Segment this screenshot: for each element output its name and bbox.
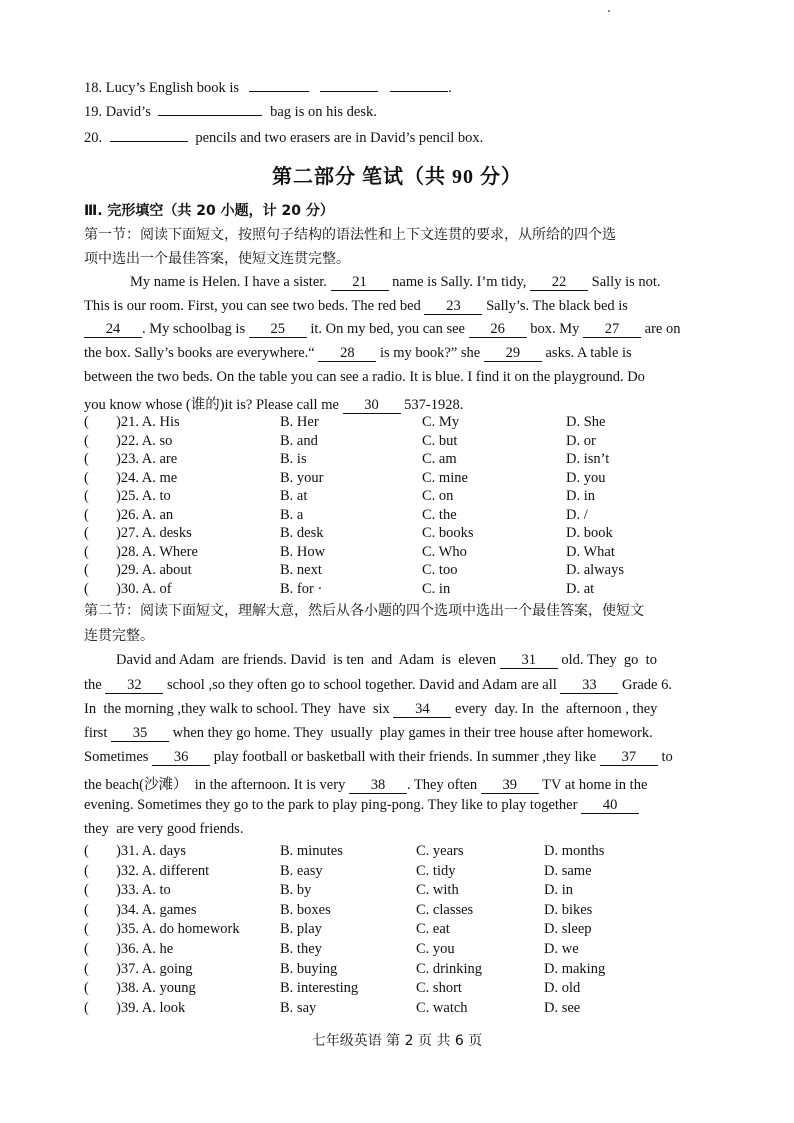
option-b: B. at (280, 488, 308, 504)
blank-number: 21 (331, 275, 389, 291)
option-d: D. in (566, 488, 595, 504)
option-b: B. buying (280, 960, 338, 977)
option-c: C. am (422, 451, 457, 467)
option-c: C. My (422, 414, 460, 430)
blank-number: 29 (484, 346, 542, 362)
passage-text: TV at home in the (538, 777, 648, 793)
passage-text: name is Sally. I’m tidy, (388, 274, 531, 290)
passage-text: play football or basketball with their friends. In summer ,they like (210, 749, 600, 765)
option-b: B. and (280, 432, 318, 449)
item-18 (84, 80, 452, 97)
option-d: D. you (566, 469, 606, 486)
option-row (84, 562, 724, 581)
option-a: )35. A. do homework (116, 921, 240, 938)
option-a: )33. A. to (116, 882, 171, 899)
option-a: )29. A. about (116, 562, 192, 578)
option-row (84, 882, 724, 901)
blank-number: 32 (105, 678, 163, 694)
option-b: B. boxes (280, 901, 331, 918)
passage-text: they are very good friends. (84, 821, 244, 837)
option-row (84, 863, 724, 882)
option-b: B. How (280, 543, 326, 560)
item-18-blank-2 (320, 90, 378, 92)
blank-number: 34 (393, 702, 451, 718)
answer-bracket[interactable]: ( (84, 980, 89, 997)
option-b: B. play (280, 921, 322, 938)
option-b: B. they (280, 941, 322, 957)
passage-line (84, 821, 704, 838)
option-c: C. in (422, 580, 451, 597)
option-a: )38. A. young (116, 980, 196, 997)
passage-line (84, 677, 704, 694)
passage-text: My name is Helen. I have a sister. (130, 274, 331, 290)
option-a: )28. A. Where (116, 543, 198, 560)
scan-speck (608, 10, 610, 12)
answer-bracket[interactable]: ( (84, 432, 89, 449)
answer-bracket[interactable]: ( (84, 960, 89, 977)
blank-number: 22 (530, 275, 588, 291)
option-row (84, 544, 724, 563)
passage-text: Grade 6. (618, 677, 672, 693)
option-c: C. short (416, 980, 462, 997)
blank-number: 23 (424, 299, 482, 315)
answer-bracket[interactable]: ( (84, 562, 89, 578)
answer-bracket[interactable]: ( (84, 941, 89, 957)
blank-number: 39 (481, 778, 539, 794)
option-d: D. in (544, 882, 573, 899)
option-b: B. is (280, 451, 307, 467)
option-row (84, 507, 724, 526)
option-a: )26. A. an (116, 506, 174, 523)
option-c: C. too (422, 562, 458, 578)
option-d: D. isn’t (566, 451, 610, 467)
option-d: D. at (566, 580, 595, 597)
option-c: C. drinking (416, 960, 483, 977)
option-c: C. but (422, 432, 458, 449)
option-a: )21. A. His (116, 414, 180, 430)
passage-text: are on (641, 321, 681, 337)
option-row (84, 902, 724, 921)
option-d: D. same (544, 862, 592, 879)
passage-text: evening. Sometimes they go to the park to play ping-pong. They like to play together (84, 797, 582, 813)
passage-text: every day. In the afternoon , they (451, 701, 658, 717)
option-c: C. years (416, 843, 464, 859)
passage-line (130, 274, 750, 291)
answer-bracket[interactable]: ( (84, 525, 89, 541)
blank-number: 27 (583, 322, 641, 338)
option-c: C. mine (422, 469, 468, 486)
option-d: D. / (566, 506, 588, 523)
answer-bracket[interactable]: ( (84, 921, 89, 938)
option-a: )27. A. desks (116, 525, 192, 541)
option-row (84, 433, 724, 452)
option-row (84, 525, 724, 544)
part-title: 第二部分 笔试（共 90 分） (272, 166, 522, 188)
passage-text: asks. A table is (541, 345, 632, 361)
section1-instruction-1: 第一节：阅读下面短文，按照句子结构的语法性和上下文连贯的要求，从所给的四个选 (84, 227, 616, 243)
passage-text: box. My (526, 321, 584, 337)
passage-line (84, 298, 704, 315)
answer-bracket[interactable]: ( (84, 862, 89, 879)
blank-number: 38 (349, 778, 407, 794)
item-20-rest: pencils and two erasers are in David’s pencil box. (195, 130, 484, 146)
option-a: )37. A. going (116, 960, 193, 977)
option-a: )23. A. are (116, 451, 178, 467)
option-b: B. by (280, 882, 312, 899)
answer-bracket[interactable]: ( (84, 488, 89, 504)
answer-bracket[interactable]: ( (84, 901, 89, 918)
passage-line (84, 725, 704, 742)
option-b: B. minutes (280, 843, 343, 859)
passage-line (84, 393, 704, 414)
option-c: C. Who (422, 543, 467, 560)
option-d: D. She (566, 414, 606, 430)
option-d: D. or (566, 432, 596, 449)
answer-bracket[interactable]: ( (84, 882, 89, 899)
passage-text: between the two beds. On the table you can see a radio. It is blue. I find it on the playground. Do (84, 369, 645, 385)
passage-text: it. On my bed, you can see (306, 321, 469, 337)
answer-bracket[interactable]: ( (84, 843, 89, 859)
item-20 (84, 130, 483, 147)
option-row (84, 941, 724, 960)
option-a: )22. A. so (116, 432, 173, 449)
passage-line (84, 345, 704, 362)
passage-text: you know whose (谁的)it is? Please call me (84, 397, 343, 413)
option-c: C. eat (416, 921, 450, 938)
option-a: )39. A. look (116, 999, 186, 1016)
passage-text: Sally is not. (588, 274, 661, 290)
item-19-rest: bag is on his desk. (270, 104, 377, 120)
option-b: B. next (280, 562, 322, 578)
option-row (84, 961, 724, 980)
option-d: D. bikes (544, 901, 593, 918)
option-row (84, 414, 724, 433)
section-title: Ⅲ. 完形填空（共 20 小题，计 20 分） (84, 203, 334, 219)
option-b: B. easy (280, 862, 323, 879)
section1-instruction-2: 项中选出一个最佳答案，使短文连贯完整。 (84, 251, 350, 267)
passage-line (84, 701, 704, 718)
option-c: C. the (422, 506, 457, 523)
answer-bracket[interactable]: ( (84, 451, 89, 467)
answer-bracket[interactable]: ( (84, 543, 89, 560)
passage-text: 537-1928. (400, 397, 464, 413)
passage-line (116, 652, 736, 669)
passage-text: David and Adam are friends. David is ten and Adam is eleven (116, 652, 500, 668)
option-d: D. book (566, 525, 613, 541)
option-b: B. interesting (280, 980, 359, 997)
item-19 (84, 104, 377, 121)
answer-bracket[interactable]: ( (84, 469, 89, 486)
blank-number: 33 (560, 678, 618, 694)
option-d: D. What (566, 543, 615, 560)
option-b: B. for · (280, 580, 323, 597)
option-b: B. Her (280, 414, 319, 430)
passage-text: . They often (406, 777, 481, 793)
item-18-text: 18. Lucy’s English book is (84, 80, 240, 96)
item-18-blank-1 (249, 90, 309, 92)
section2-instruction-2: 连贯完整。 (84, 628, 154, 644)
blank-number: 28 (318, 346, 376, 362)
option-c: C. with (416, 882, 459, 899)
passage-text: school ,so they often go to school together. David and Adam are all (163, 677, 561, 693)
passage-text: In the morning ,they walk to school. They have six (84, 701, 394, 717)
option-row (84, 488, 724, 507)
item-20-blank (110, 140, 188, 142)
option-c: C. books (422, 525, 474, 541)
option-row (84, 980, 724, 999)
blank-number: 37 (600, 750, 658, 766)
passage-text: Sally’s. The black bed is (482, 298, 628, 314)
option-a: )34. A. games (116, 901, 197, 918)
item-18-end: . (447, 80, 452, 96)
item-20-num: 20. (84, 130, 103, 146)
passage-line (84, 773, 704, 794)
blank-number: 26 (469, 322, 527, 338)
option-b: B. say (280, 999, 317, 1016)
passage-text: This is our room. First, you can see two beds. The red bed (84, 298, 425, 314)
option-c: C. watch (416, 999, 468, 1016)
option-d: D. months (544, 843, 605, 859)
answer-bracket[interactable]: ( (84, 414, 89, 430)
option-c: C. you (416, 941, 455, 957)
option-b: B. desk (280, 525, 324, 541)
item-19-blank (158, 114, 262, 116)
answer-bracket[interactable]: ( (84, 999, 89, 1016)
blank-number: 25 (249, 322, 307, 338)
answer-bracket[interactable]: ( (84, 506, 89, 523)
passage-text: Sometimes (84, 749, 153, 765)
answer-bracket[interactable]: ( (84, 580, 89, 597)
option-c: C. tidy (416, 862, 456, 879)
page-footer: 七年级英语 第 2 页 共 6 页 (311, 1033, 483, 1049)
blank-number: 40 (581, 798, 639, 814)
passage-text: the beach(沙滩） in the afternoon. It is very (84, 777, 349, 793)
option-a: )31. A. days (116, 843, 187, 859)
option-a: )30. A. of (116, 580, 172, 597)
option-a: )32. A. different (116, 862, 210, 879)
option-d: D. making (544, 960, 606, 977)
passage-text: to (657, 749, 673, 765)
option-d: D. we (544, 941, 579, 957)
blank-number: 31 (500, 653, 558, 669)
passage-text: first (84, 725, 111, 741)
option-row (84, 581, 724, 600)
item-19-text: 19. David’s (84, 104, 151, 120)
option-d: D. sleep (544, 921, 592, 938)
passage-line (84, 749, 704, 766)
option-row (84, 451, 724, 470)
option-b: B. your (280, 469, 324, 486)
blank-number: 24 (84, 322, 142, 338)
option-a: )36. A. he (116, 941, 174, 957)
passage-text: when they go home. They usually play games in their tree house after homework. (168, 725, 653, 741)
blank-number: 35 (111, 726, 169, 742)
option-row (84, 843, 724, 862)
option-a: )24. A. me (116, 469, 178, 486)
section2-instruction-1: 第二节：阅读下面短文，理解大意，然后从各小题的四个选项中选出一个最佳答案，使短文 (84, 603, 644, 619)
option-row (84, 921, 724, 940)
option-b: B. a (280, 506, 304, 523)
option-a: )25. A. to (116, 488, 171, 504)
passage-line (84, 369, 704, 386)
option-c: C. classes (416, 901, 474, 918)
passage-text: the box. Sally’s books are everywhere.“ (84, 345, 319, 361)
option-row (84, 470, 724, 489)
option-d: D. see (544, 999, 581, 1016)
option-c: C. on (422, 488, 454, 504)
item-18-blank-3 (390, 90, 448, 92)
passage-text: is my book?” she (376, 345, 484, 361)
blank-number: 30 (343, 398, 401, 414)
passage-line (84, 321, 704, 338)
blank-number: 36 (152, 750, 210, 766)
passage-text: the (84, 677, 106, 693)
option-row (84, 1000, 724, 1019)
passage-line (84, 797, 704, 814)
passage-text: . My schoolbag is (142, 321, 249, 337)
option-d: D. always (566, 562, 624, 578)
passage-text: old. They go to (557, 652, 657, 668)
option-d: D. old (544, 980, 581, 997)
